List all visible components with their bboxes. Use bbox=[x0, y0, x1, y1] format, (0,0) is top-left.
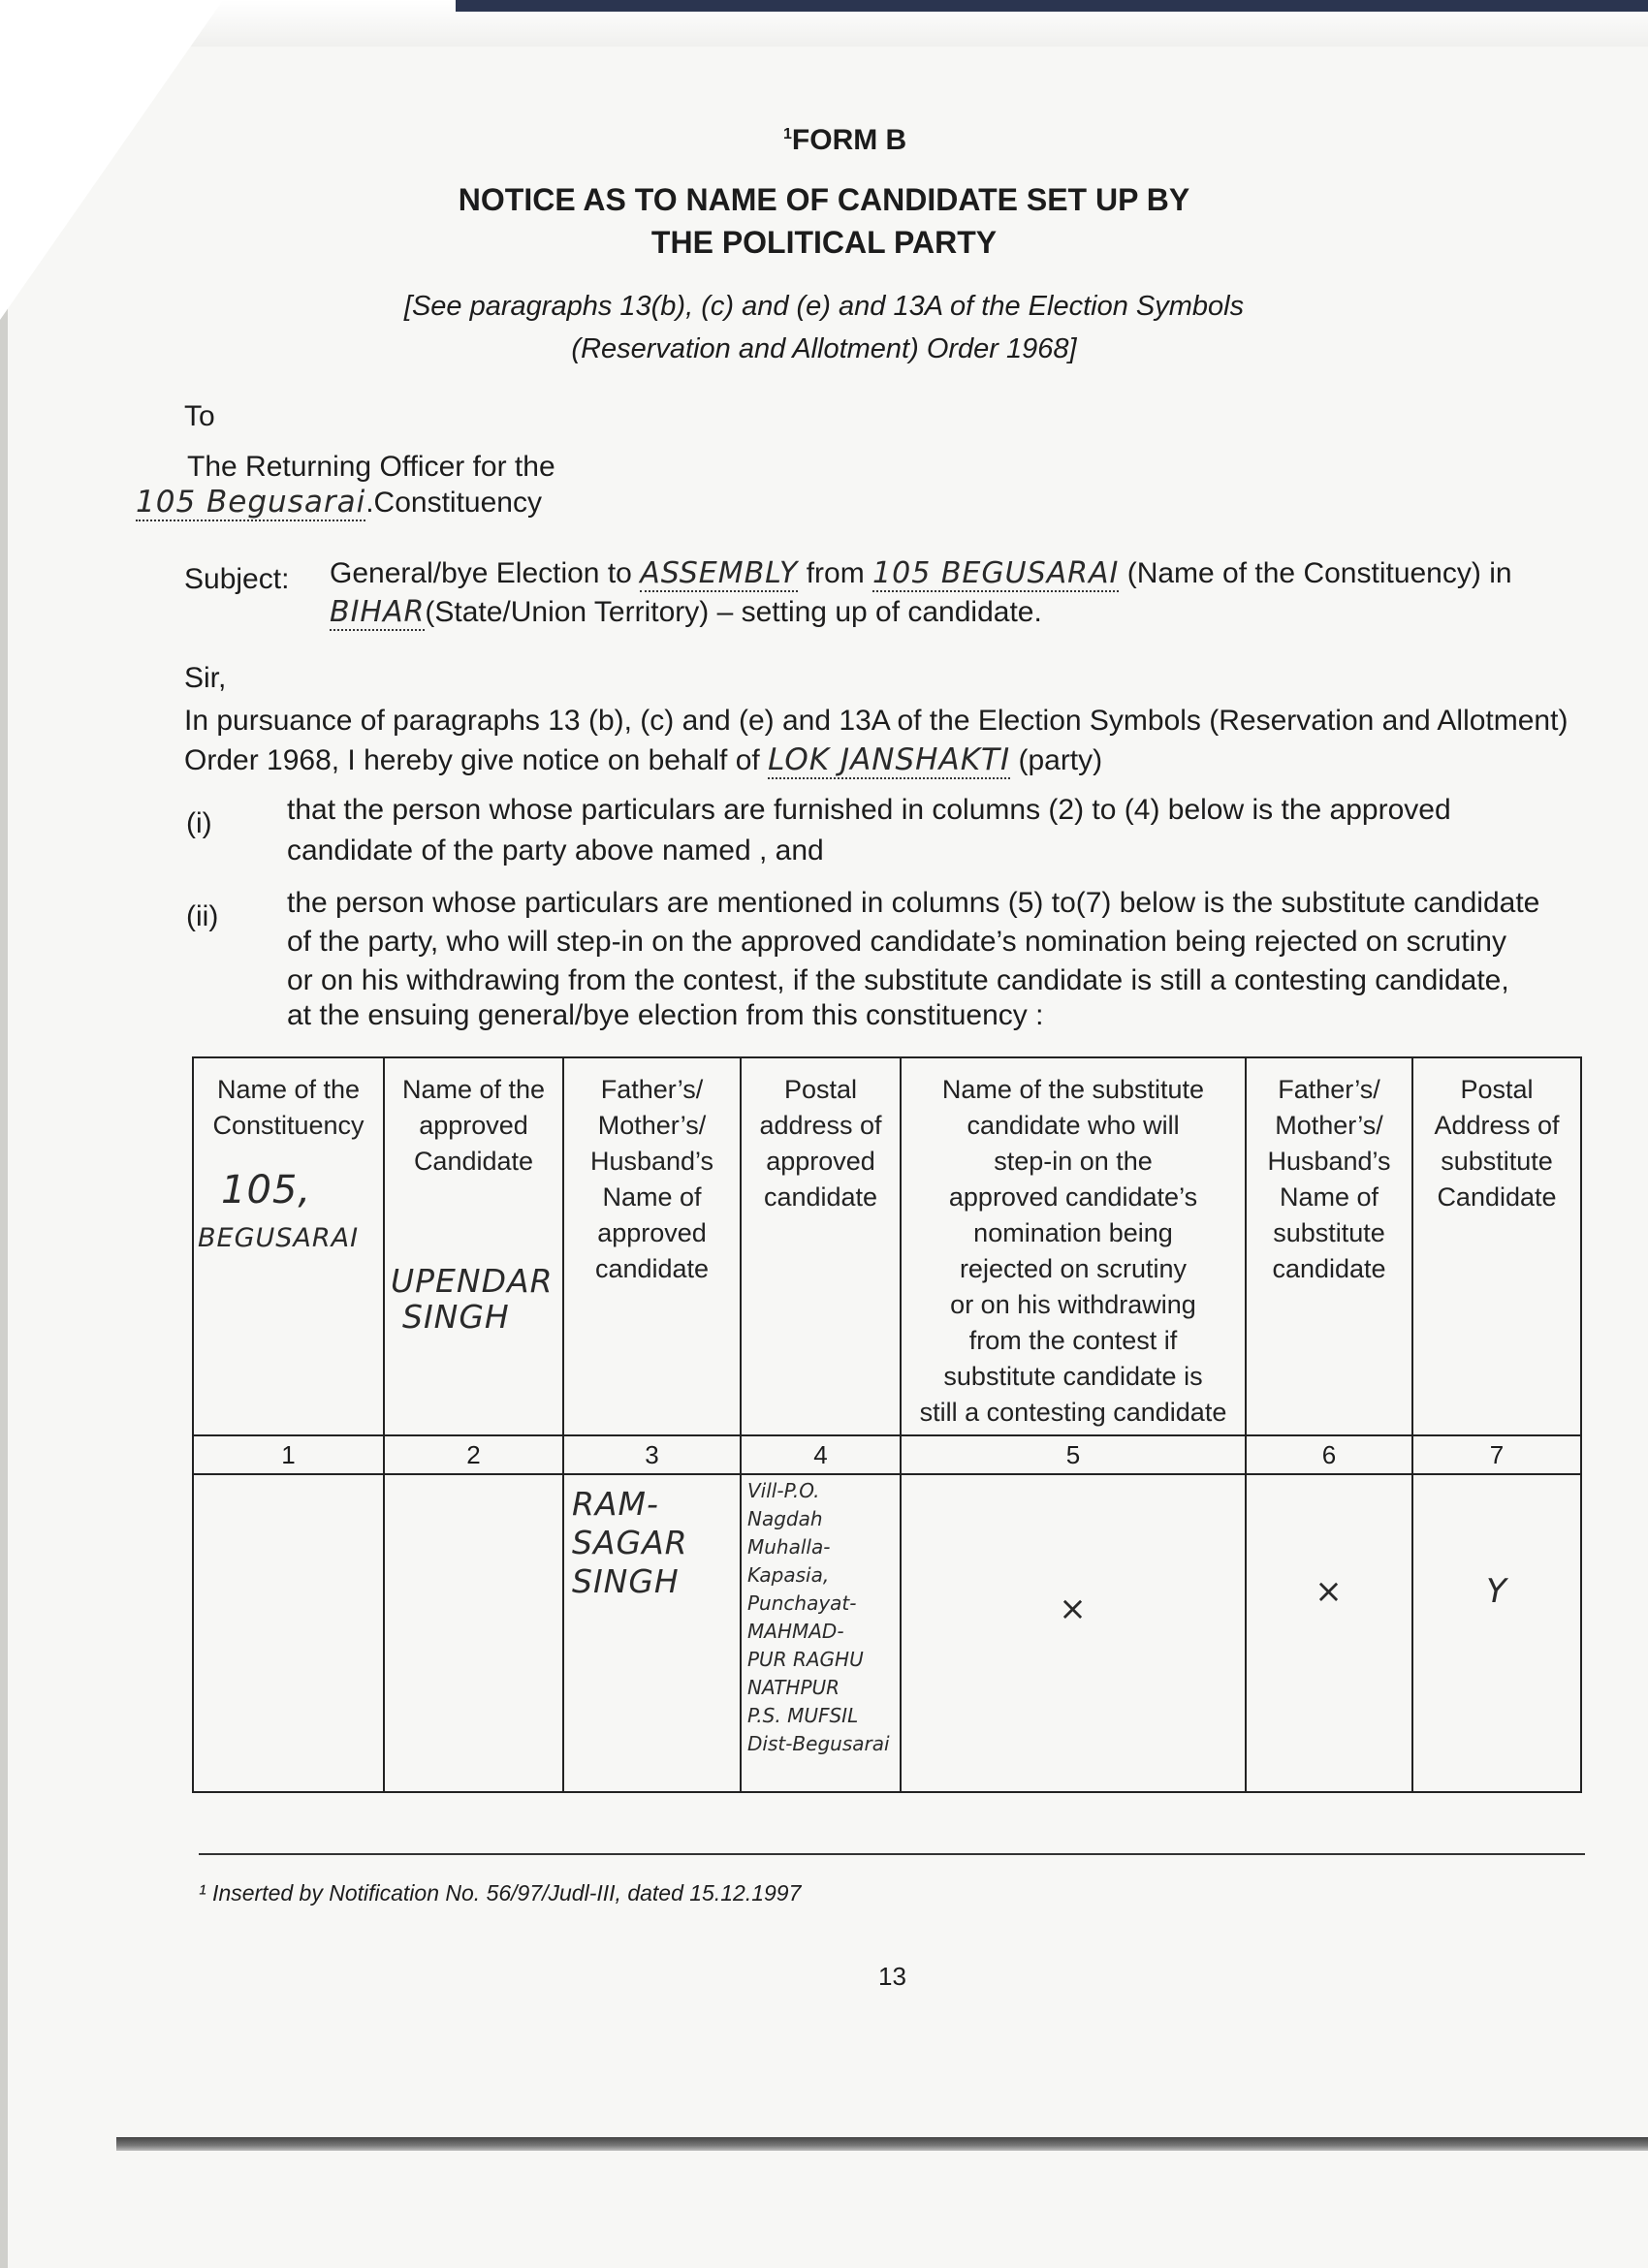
header-7-line: Address of bbox=[1434, 1111, 1560, 1140]
header-3-line: Husband’s bbox=[589, 1147, 714, 1176]
reference-line-2: (Reservation and Allotment) Order 1968] bbox=[571, 333, 1077, 364]
handwritten-father-line-2: SAGAR bbox=[572, 1524, 688, 1561]
header-cell-3 bbox=[563, 1057, 741, 1435]
header-cell-2 bbox=[384, 1057, 563, 1435]
body-line-2 bbox=[184, 742, 1102, 778]
header-cell-6 bbox=[1246, 1057, 1412, 1435]
header-4-line: address of bbox=[759, 1111, 882, 1140]
header-6-line: Father’s/ bbox=[1278, 1075, 1380, 1104]
subject-line-2 bbox=[330, 595, 1042, 630]
header-6-line: Name of bbox=[1279, 1182, 1379, 1212]
header-4-line: candidate bbox=[763, 1182, 878, 1212]
handwritten-father-line-3: SINGH bbox=[572, 1562, 680, 1600]
header-5-line: nomination being bbox=[973, 1218, 1173, 1247]
header-3-line: Father’s/ bbox=[600, 1075, 704, 1104]
item-2-line-3: or on his withdrawing from the contest, if the substitute candidate is still a contesting candidate, bbox=[287, 964, 1509, 996]
table-header-row bbox=[193, 1057, 1581, 1435]
col7-mark: Y bbox=[1486, 1572, 1507, 1611]
header-7-line: Candidate bbox=[1437, 1182, 1557, 1212]
footnote-mark: 1 bbox=[783, 126, 792, 142]
scan-left-edge bbox=[0, 155, 8, 2268]
heading-line-2: THE POLITICAL PARTY bbox=[650, 225, 998, 260]
constituency-suffix: .Constituency bbox=[365, 487, 542, 519]
handwritten-candidate-line-2: SINGH bbox=[402, 1298, 510, 1336]
handwritten-constituency: 105 Begusarai bbox=[136, 485, 366, 520]
subject-text-from: from bbox=[806, 557, 865, 589]
header-1-line: Name of the bbox=[216, 1075, 361, 1104]
body-line-2-before: Order 1968, I hereby give notice on behalf of bbox=[184, 744, 760, 776]
reference-line-1: [See paragraphs 13(b), (c) and (e) and 13A of the Election Symbols bbox=[403, 291, 1245, 322]
subject-line-1 bbox=[330, 556, 1512, 591]
header-7-line: Postal bbox=[1460, 1075, 1534, 1104]
header-5-line: candidate who will bbox=[967, 1111, 1180, 1140]
address-line: Kapasia, bbox=[747, 1563, 830, 1587]
table-data-row bbox=[193, 1474, 1581, 1792]
header-2-line: Name of the bbox=[401, 1075, 546, 1104]
data-cell-substitute-address bbox=[1412, 1474, 1581, 1792]
page-fold-corner bbox=[0, 0, 223, 320]
form-title-text: FORM B bbox=[791, 124, 907, 156]
address-line: PUR RAGHU bbox=[747, 1648, 864, 1671]
header-6-line: substitute bbox=[1273, 1218, 1385, 1247]
column-number: 5 bbox=[901, 1435, 1246, 1474]
address-line: Nagdah bbox=[747, 1507, 823, 1530]
to-label: To bbox=[184, 400, 215, 432]
header-5-line: from the contest if bbox=[968, 1326, 1178, 1355]
data-cell-substitute-father bbox=[1246, 1474, 1412, 1792]
header-5-line: step-in on the bbox=[994, 1147, 1153, 1176]
column-number-row bbox=[193, 1435, 1581, 1474]
data-cell-substitute-name bbox=[901, 1474, 1246, 1792]
header-2-line: Candidate bbox=[413, 1147, 534, 1176]
scan-dark-band bbox=[456, 0, 1648, 12]
subject-text-after: (Name of the Constituency) in bbox=[1126, 557, 1512, 589]
handwritten-constituency-name: BEGUSARAI bbox=[198, 1223, 360, 1253]
column-number: 2 bbox=[384, 1435, 563, 1474]
data-cell-constituency bbox=[193, 1474, 384, 1792]
page-number: 13 bbox=[878, 1962, 906, 1991]
header-7-line: substitute bbox=[1441, 1147, 1553, 1176]
data-cell-postal-address bbox=[741, 1474, 901, 1792]
constituency-line bbox=[136, 485, 542, 520]
header-3-line: candidate bbox=[594, 1254, 710, 1283]
address-line: Vill-P.O. bbox=[747, 1479, 820, 1502]
item-1-line-1: that the person whose particulars are furnished in columns (2) to (4) below is the approved bbox=[287, 794, 1451, 826]
handwritten-subject-constituency: 105 BEGUSARAI bbox=[872, 556, 1120, 590]
column-number: 4 bbox=[741, 1435, 901, 1474]
handwritten-candidate-line-1: UPENDAR bbox=[391, 1262, 554, 1300]
header-6-line: Mother’s/ bbox=[1275, 1111, 1383, 1140]
header-5-line: rejected on scrutiny bbox=[959, 1254, 1188, 1283]
item-2-line-2: of the party, who will step-in on the approved candidate’s nomination being rejected on scrutiny bbox=[287, 926, 1506, 958]
subject-text-before: General/bye Election to bbox=[330, 557, 632, 589]
data-cell-father-name bbox=[563, 1474, 741, 1792]
handwritten-constituency-number: 105, bbox=[221, 1168, 312, 1213]
handwritten-house: ASSEMBLY bbox=[640, 556, 799, 590]
column-number: 3 bbox=[563, 1435, 741, 1474]
item-2-line-1: the person whose particulars are mentioned in columns (5) to(7) below is the substitute candidate bbox=[287, 887, 1540, 919]
column-number: 6 bbox=[1246, 1435, 1412, 1474]
footer-rule bbox=[199, 1853, 1585, 1855]
item-1-line-2: candidate of the party above named , and bbox=[287, 835, 824, 866]
header-4-line: approved bbox=[766, 1147, 875, 1176]
subject-line-2-suffix: (State/Union Territory) – setting up of candidate. bbox=[425, 596, 1042, 628]
column-number: 7 bbox=[1412, 1435, 1581, 1474]
candidate-table bbox=[192, 1056, 1582, 1793]
item-2-label: (ii) bbox=[186, 900, 219, 932]
header-4-line: Postal bbox=[783, 1075, 858, 1104]
header-5-line: approved candidate’s bbox=[948, 1182, 1198, 1212]
header-5-line: Name of the substitute bbox=[941, 1075, 1205, 1104]
address-line: Muhalla- bbox=[747, 1535, 831, 1559]
address-line: Dist-Begusarai bbox=[747, 1732, 890, 1755]
header-5-line: substitute candidate is bbox=[943, 1362, 1203, 1391]
header-5-line: still a contesting candidate bbox=[919, 1398, 1227, 1427]
address-line: P.S. MUFSIL bbox=[747, 1704, 859, 1727]
header-2-line: approved bbox=[419, 1111, 528, 1140]
item-2-line-4: at the ensuing general/bye election from this constituency : bbox=[287, 999, 1044, 1031]
body-line-1: In pursuance of paragraphs 13 (b), (c) and (e) and 13A of the Election Symbols (Reservation and Allotment) bbox=[184, 705, 1569, 737]
header-6-line: candidate bbox=[1272, 1254, 1386, 1283]
subject-label: Subject: bbox=[184, 563, 290, 595]
header-3-line: Name of bbox=[602, 1182, 702, 1212]
header-1-line: Constituency bbox=[212, 1111, 364, 1140]
handwritten-party: LOK JANSHAKTI bbox=[768, 742, 1011, 777]
col6-mark: × bbox=[1315, 1572, 1344, 1611]
footnote: ¹ Inserted by Notification No. 56/97/Judl-III, dated 15.12.1997 bbox=[199, 1880, 802, 1906]
header-6-line: Husband’s bbox=[1267, 1147, 1391, 1176]
item-1-label: (i) bbox=[186, 807, 212, 839]
header-cell-5 bbox=[901, 1057, 1246, 1435]
salutation: Sir, bbox=[184, 662, 227, 694]
address-line: MAHMAD- bbox=[747, 1620, 844, 1643]
scan-bottom-strip bbox=[116, 2137, 1648, 2151]
handwritten-father-line-1: RAM- bbox=[572, 1485, 659, 1523]
body-line-2-after: (party) bbox=[1018, 744, 1103, 776]
column-number: 1 bbox=[193, 1435, 384, 1474]
header-3-line: Mother’s/ bbox=[597, 1111, 707, 1140]
data-cell-candidate bbox=[384, 1474, 563, 1792]
form-title bbox=[783, 124, 906, 157]
header-3-line: approved bbox=[597, 1218, 707, 1247]
handwritten-state: BIHAR bbox=[330, 595, 426, 629]
heading-line-1: NOTICE AS TO NAME OF CANDIDATE SET UP BY bbox=[458, 182, 1190, 217]
col5-mark: × bbox=[1059, 1590, 1088, 1628]
header-cell-4 bbox=[741, 1057, 901, 1435]
address-line: Punchayat- bbox=[747, 1591, 857, 1615]
header-cell-1 bbox=[193, 1057, 384, 1435]
returning-officer-line: The Returning Officer for the bbox=[187, 451, 555, 483]
header-cell-7 bbox=[1412, 1057, 1581, 1435]
header-5-line: or on his withdrawing bbox=[950, 1290, 1196, 1319]
address-line: NATHPUR bbox=[747, 1676, 840, 1699]
